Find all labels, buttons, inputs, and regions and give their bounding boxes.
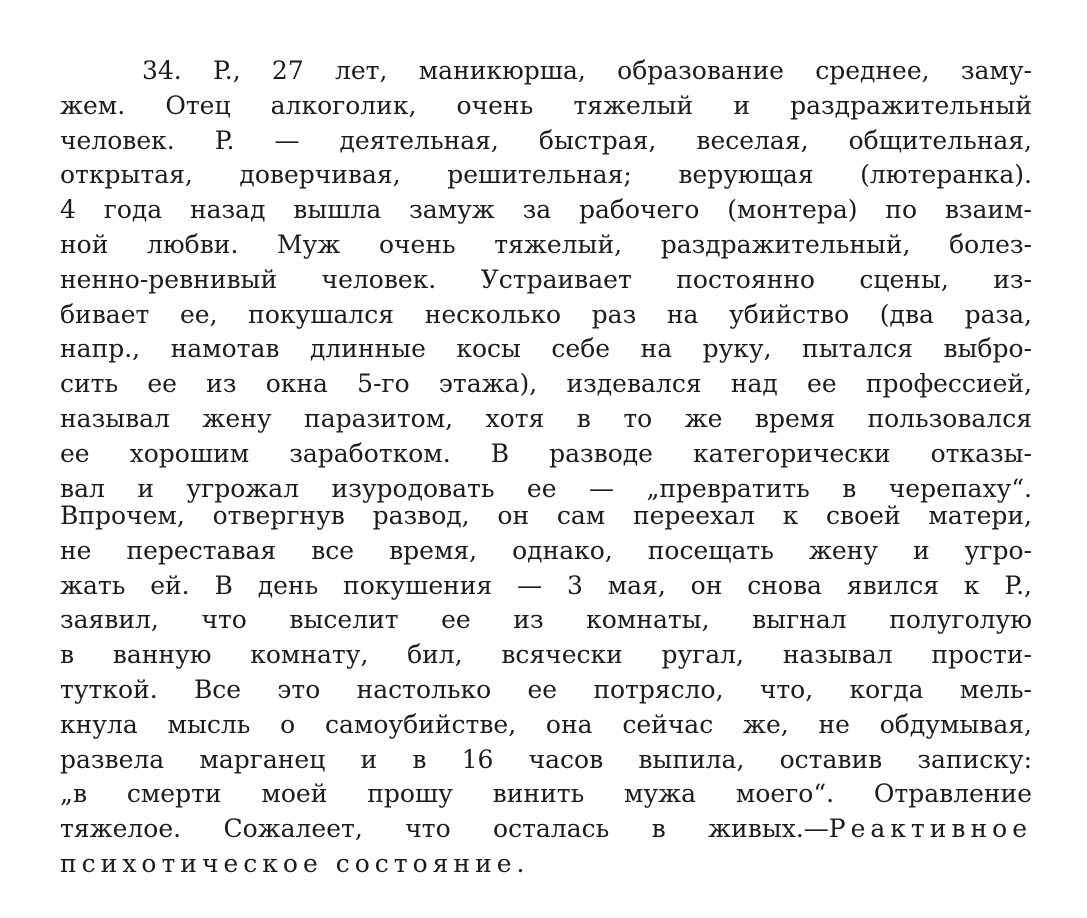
text-line: в ванную комнату, бил, всячески ругал, называл прости-: [60, 640, 1032, 670]
text-line: напр., намотав длинные косы себе на руку, пытался выбро-: [60, 334, 1032, 364]
text-line: 4 года назад вышла замуж за рабочего (монтера) по взаим-: [60, 195, 1032, 225]
text-line: „в смерти моей прошу винить мужа моего“. Отравление: [60, 779, 1032, 809]
text-line: заявил, что выселит ее из комнаты, выгнал полуголую: [60, 605, 1032, 635]
text-line: называл жену паразитом, хотя в то же время пользовался: [60, 403, 1032, 433]
text-line: ее хорошим заработком. В разводе категорически отказы-: [60, 438, 1032, 468]
text-line: человек. P. — деятельная, быстрая, веселая, общительная,: [60, 125, 1032, 155]
text-line: не переставая все время, однако, посещать жену и угро-: [60, 535, 1032, 565]
text-line: кнула мысль о самоубийстве, она сейчас же, не обдумывая,: [60, 709, 1032, 739]
text-line: жать ей. В день покушения — 3 мая, он снова явился к P.,: [60, 570, 1032, 600]
text-line: открытая, доверчивая, решительная; верующая (лютеранка).: [60, 160, 1032, 190]
text-line: туткой. Все это настолько ее потрясло, что, когда мель-: [60, 674, 1032, 704]
text-line: Впрочем, отвергнув развод, он сам переехал к своей матери,: [60, 501, 1032, 530]
text-line: вал и угрожал изуродовать ее — „превратить в черепаху“.: [60, 473, 1032, 503]
text-line: развела марганец и в 16 часов выпила, оставив записку:: [60, 744, 1032, 774]
text-line-spaced: психотическое состояние.: [60, 848, 530, 878]
text-line: жем. Отец алкоголик, очень тяжелый и раздражительный: [60, 90, 1032, 120]
spaced-term: Реактивное: [828, 814, 1032, 844]
text-line: ненно-ревнивый человек. Устраивает постоянно сцены, из-: [60, 264, 1032, 294]
text-line: ной любви. Муж очень тяжелый, раздражительный, болез-: [60, 229, 1032, 259]
text-line-with-spaced-term: [60, 812, 1032, 847]
paragraph-case-history: [60, 54, 1032, 506]
paragraph-continuation: [60, 499, 1032, 882]
text-line: сить ее из окна 5-го этажа), издевался над ее профессией,: [60, 369, 1032, 399]
text-line: бивает ее, покушался несколько раз на убийство (два раза,: [60, 299, 1032, 329]
text-line-lead: тяжелое. Сожалеет, что осталась в живых.—: [60, 814, 829, 844]
text-line: 34. P., 27 лет, маникюрша, образование среднее, заму-: [142, 56, 1032, 85]
